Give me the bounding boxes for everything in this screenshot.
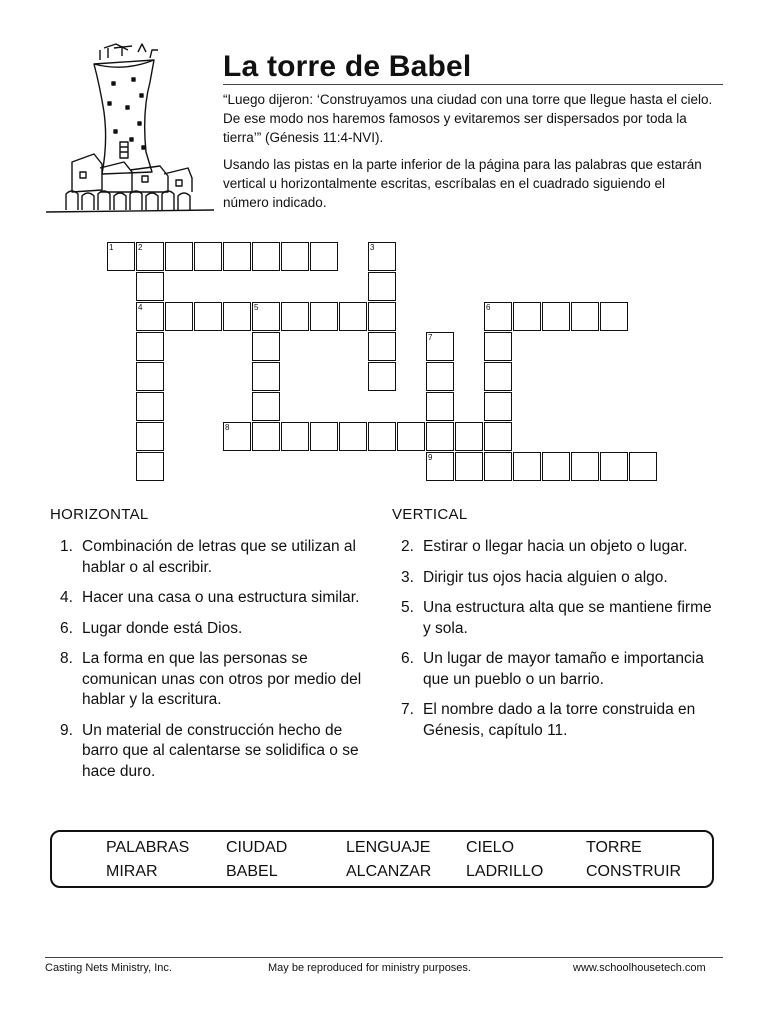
crossword-cell[interactable] (281, 242, 309, 271)
clue-text: Estirar o llegar hacia un objeto o lugar. (423, 538, 688, 555)
cell-number: 5 (254, 303, 259, 312)
cell-number: 1 (109, 243, 114, 252)
vertical-clue-list (393, 537, 723, 751)
word-bank-item: LENGUAJE (346, 839, 431, 856)
crossword-cell[interactable] (136, 452, 164, 481)
clue-item (393, 700, 723, 741)
scripture-quote: “Luego dijeron: ‘Construyamos una ciudad con una torre que llegue hasta el cielo. De ese modo nos haremos famosos y evitaremos ser dispersados por toda la tierra’” (Génesis 11:4-NVI). (223, 92, 713, 145)
crossword-cell[interactable] (310, 242, 338, 271)
crossword-cell[interactable] (426, 452, 454, 481)
crossword-cell[interactable] (223, 422, 251, 451)
horizontal-clue-list (52, 537, 382, 792)
crossword-cell[interactable] (252, 392, 280, 421)
crossword-cell[interactable] (136, 332, 164, 361)
word-bank-item: CIELO (466, 839, 515, 856)
clue-item (52, 619, 382, 640)
crossword-cell[interactable] (136, 272, 164, 301)
cell-number: 9 (428, 453, 433, 462)
word-bank-item: LADRILLO (466, 863, 544, 880)
clue-text: Hacer una casa o una estructura similar. (82, 589, 360, 606)
clue-number: 6. (401, 650, 414, 667)
clue-item (393, 537, 723, 558)
crossword-cell[interactable] (194, 302, 222, 331)
crossword-cell[interactable] (252, 302, 280, 331)
cell-number: 3 (370, 243, 375, 252)
crossword-cell[interactable] (600, 302, 628, 331)
clue-number: 7. (401, 701, 414, 718)
cell-number: 2 (138, 243, 143, 252)
crossword-cell[interactable] (194, 242, 222, 271)
crossword-cell[interactable] (426, 422, 454, 451)
crossword-cell[interactable] (252, 332, 280, 361)
crossword-cell[interactable] (368, 332, 396, 361)
crossword-cell[interactable] (368, 362, 396, 391)
footer-publisher: Casting Nets Ministry, Inc. (45, 962, 172, 974)
clue-text: Combinación de letras que se utilizan al hablar o al escribir. (82, 538, 356, 576)
crossword-cell[interactable] (513, 302, 541, 331)
crossword-cell[interactable] (281, 302, 309, 331)
cell-number: 4 (138, 303, 143, 312)
crossword-cell[interactable] (107, 242, 135, 271)
crossword-cell[interactable] (484, 392, 512, 421)
vertical-heading: VERTICAL (392, 506, 468, 523)
word-bank-item: CIUDAD (226, 839, 288, 856)
crossword-cell[interactable] (484, 332, 512, 361)
crossword-cell[interactable] (455, 452, 483, 481)
crossword-cell[interactable] (136, 422, 164, 451)
crossword-cell[interactable] (484, 302, 512, 331)
crossword-cell[interactable] (571, 302, 599, 331)
crossword-cell[interactable] (136, 242, 164, 271)
clue-text: Una estructura alta que se mantiene firme y sola. (423, 599, 712, 637)
crossword-cell[interactable] (426, 332, 454, 361)
word-bank-item: TORRE (586, 839, 642, 856)
clue-item (52, 721, 382, 783)
cell-number: 6 (486, 303, 491, 312)
footer-divider (45, 957, 723, 958)
clue-number: 3. (401, 568, 414, 586)
clue-text: La forma en que las personas se comunican unas con otros por medio del hablar y la escritura. (82, 650, 362, 708)
clue-number: 4. (60, 589, 73, 606)
footer-website: www.schoolhousetech.com (573, 962, 706, 974)
crossword-cell[interactable] (310, 302, 338, 331)
clue-number: 8. (60, 650, 73, 667)
clue-item (52, 537, 382, 578)
clue-text: Un lugar de mayor tamaño e importancia que un pueblo o un barrio. (423, 650, 704, 688)
clue-item (393, 598, 723, 639)
crossword-cell[interactable] (136, 362, 164, 391)
clue-text: El nombre dado a la torre construida en Génesis, capítulo 11. (423, 701, 696, 739)
crossword-cell[interactable] (281, 422, 309, 451)
crossword-cell[interactable] (339, 422, 367, 451)
tower-of-babel-illustration (42, 42, 218, 216)
crossword-cell[interactable] (252, 362, 280, 391)
clue-number: 6. (60, 619, 73, 637)
title-divider (223, 84, 723, 85)
crossword-cell[interactable] (484, 422, 512, 451)
crossword-cell[interactable] (542, 302, 570, 331)
crossword-cell[interactable] (455, 422, 483, 451)
crossword-cell[interactable] (513, 452, 541, 481)
clue-text: Lugar donde está Dios. (82, 619, 243, 637)
crossword-cell[interactable] (165, 242, 193, 271)
clue-number: 2. (401, 538, 414, 555)
word-bank-item: PALABRAS (106, 839, 190, 856)
clue-item (52, 588, 382, 609)
crossword-cell[interactable] (484, 362, 512, 391)
crossword-cell[interactable] (571, 452, 599, 481)
clue-item (393, 568, 723, 589)
crossword-cell[interactable] (542, 452, 570, 481)
crossword-cell[interactable] (600, 452, 628, 481)
clue-item (393, 649, 723, 690)
cell-number: 7 (428, 333, 433, 342)
footer-permission: May be reproduced for ministry purposes. (268, 962, 471, 974)
clue-number: 9. (60, 721, 73, 739)
clue-text: Un material de construcción hecho de barro que al calentarse se solidifica o se hace duro. (82, 721, 359, 780)
word-bank-item: MIRAR (106, 863, 158, 880)
crossword-cell[interactable] (252, 242, 280, 271)
clue-text: Dirigir tus ojos hacia alguien o algo. (423, 568, 668, 586)
crossword-cell[interactable] (426, 392, 454, 421)
crossword-cell[interactable] (368, 302, 396, 331)
word-bank (50, 830, 714, 888)
horizontal-heading: HORIZONTAL (50, 506, 149, 523)
crossword-cell[interactable] (136, 302, 164, 331)
crossword-cell[interactable] (368, 272, 396, 301)
page-title: La torre de Babel (223, 50, 472, 83)
clue-number: 1. (60, 538, 73, 555)
crossword-cell[interactable] (310, 422, 338, 451)
crossword-cell[interactable] (165, 302, 193, 331)
word-bank-item: BABEL (226, 863, 278, 880)
crossword-cell[interactable] (368, 242, 396, 271)
crossword-cell[interactable] (484, 452, 512, 481)
crossword-cell[interactable] (397, 422, 425, 451)
clue-item (52, 649, 382, 711)
crossword-cell[interactable] (426, 362, 454, 391)
crossword-cell[interactable] (252, 422, 280, 451)
cell-number: 8 (225, 423, 230, 432)
crossword-cell[interactable] (223, 242, 251, 271)
crossword-cell[interactable] (339, 302, 367, 331)
crossword-cell[interactable] (368, 422, 396, 451)
crossword-cell[interactable] (223, 302, 251, 331)
word-bank-item: CONSTRUIR (586, 863, 682, 880)
crossword-cell[interactable] (136, 392, 164, 421)
instructions-text: Usando las pistas en la parte inferior de la página para las palabras que estarán vertical u horizontalmente escritas, escríbalas en el cuadrado siguiendo el número indicado. (223, 157, 702, 210)
clue-number: 5. (401, 599, 414, 616)
crossword-cell[interactable] (629, 452, 657, 481)
word-bank-item: ALCANZAR (346, 863, 432, 880)
